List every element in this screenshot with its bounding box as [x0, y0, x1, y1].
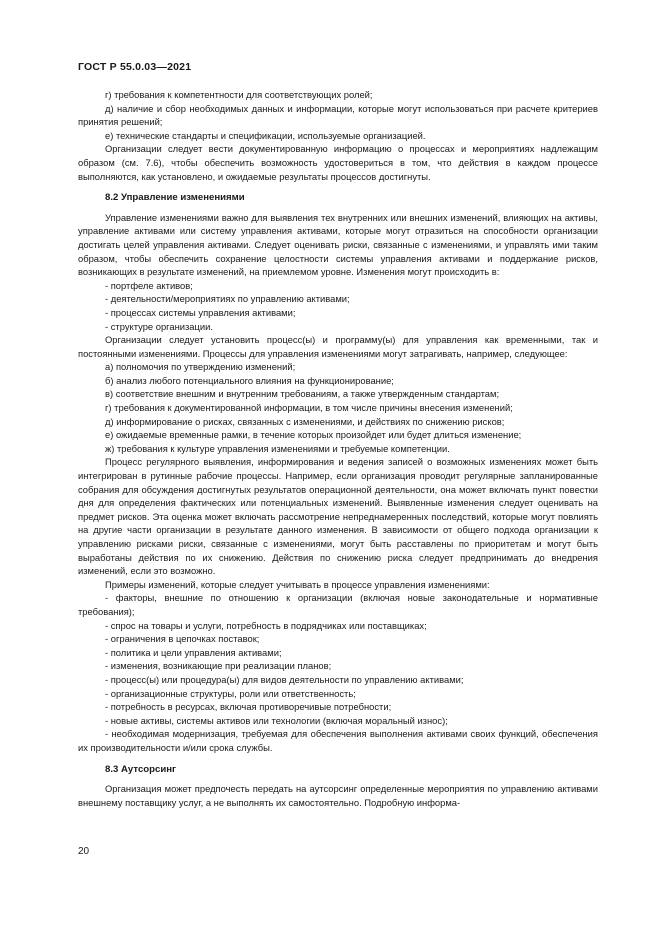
section-heading-8-3: 8.3 Аутсорсинг — [105, 763, 177, 775]
list-item: - потребность в ресурсах, включая противоречивые потребности; — [105, 701, 392, 713]
list-item: - изменения, возникающие при реализации планов; — [105, 660, 332, 672]
list-item: - спрос на товары и услуги, потребность в подрядчиках или поставщиках; — [105, 619, 427, 631]
list-item: г) требования к компетентности для соответствующих ролей; — [105, 89, 373, 100]
list-item: - ограничения в цепочках поставок; — [105, 633, 260, 645]
list-item: д) информирование о рисках, связанных с изменениями, и действиях по снижению рисков; — [105, 415, 505, 427]
paragraph: Примеры изменений, которые следует учитывать в процессе управления изменениями: — [105, 578, 490, 590]
list-item: - портфеле активов; — [105, 279, 193, 291]
page-content — [78, 88, 598, 809]
list-item: в) соответствие внешним и внутренним требованиям, а также утвержденным стандартам; — [105, 388, 500, 400]
list-item: - деятельности/мероприятиях по управлению активами; — [105, 293, 350, 305]
list-item: - процесс(ы) или процедура(ы) для видов деятельности по управлению активами; — [105, 673, 464, 685]
list-item: д) наличие и сбор необходимых данных и информации, которые могут использоваться при расчете критериев принятия решений; — [78, 102, 598, 128]
paragraph: Управление изменениями важно для выявления тех внутренних или внешних изменений, влияющих на активы, управление активами или систему управления активами, которые могут отразиться на способности организации достигать целей управления активами. Следует оценивать риски, связанные с изменениями, и управлять ими таким образом, чтобы обеспечить сохранение целостности системы управления активами и поддержание рисков, возникающих в результате изменений, на приемлемом уровне. Изменения могут происходить в: — [78, 211, 598, 278]
list-item: - новые активы, системы активов или технологии (включая моральный износ); — [105, 714, 448, 726]
list-item: а) полномочия по утверждению изменений; — [105, 361, 296, 373]
list-item: - организационные структуры, роли или ответственность; — [105, 687, 356, 699]
list-item: е) ожидаемые временные рамки, в течение которых произойдет или будет длиться изменение; — [105, 429, 522, 441]
paragraph: Организации следует вести документированную информацию о процессах и мероприятиях надлежащим образом (см. 7.6), чтобы обеспечить возможность удостовериться в том, что действия в каждом процессе выполняются, как установлено, и ожидаемые результаты процессов достигнуты. — [78, 143, 598, 182]
section-heading-8-2: 8.2 Управление изменениями — [105, 192, 245, 204]
list-item: е) технические стандарты и спецификации, используемые организацией. — [105, 129, 426, 141]
list-item: - политика и цели управления активами; — [105, 646, 282, 658]
paragraph: Процесс регулярного выявления, информирования и ведения записей о возможных изменениях может быть интегрирован в рутинные рабочие процессы. Например, если организация проводит регулярные запланированные собрания для обсуждения достигнутых результатов операционной деятельности, она может включать пункт повестки дня для определения фактических или потенциальных изменений. Выявленные изменения следует оценивать на предмет рисков. Эта оценка может включать рассмотрение непреднамеренных последствий, которые могут повлиять на другие части организации в результате данного изменения. В зависимости от общего подхода организации к управлению рисками риски, связанные с изменениями, могут быть расставлены по приоритетам и могут быть выработаны действия по их снижению. Действия по снижению риска следует предпринимать до внедрения изменений, если это возможно. — [78, 456, 598, 577]
list-item: - процессах системы управления активами; — [105, 306, 296, 318]
list-item: б) анализ любого потенциального влияния на функционирование; — [105, 374, 394, 386]
document-header: ГОСТ Р 55.0.03—2021 — [78, 61, 192, 73]
list-item: г) требования к документированной информации, в том числе причины внесения изменений; — [105, 402, 513, 414]
list-item: ж) требования к культуре управления изменениями и требуемые компетенции. — [105, 442, 450, 454]
list-item: - факторы, внешние по отношению к организации (включая новые законодательные и нормативные требования); — [78, 592, 598, 617]
paragraph: Организация может предпочесть передать на аутсорсинг определенные мероприятия по управлению активами внешнему поставщику услуг, а не выполнять их самостоятельно. Подробную информа- — [78, 783, 598, 808]
list-item: - структуре организации. — [105, 320, 213, 332]
list-item: - необходимая модернизация, требуемая для обеспечения выполнения активами своих функций, обеспечения их производительности и/или срока службы. — [78, 728, 598, 753]
paragraph: Организации следует установить процесс(ы) и программу(ы) для управления как временными, так и постоянными изменениями. Процессы для управления изменениями могут затрагивать, например, следующее: — [78, 334, 598, 359]
page-number: 20 — [78, 846, 90, 857]
